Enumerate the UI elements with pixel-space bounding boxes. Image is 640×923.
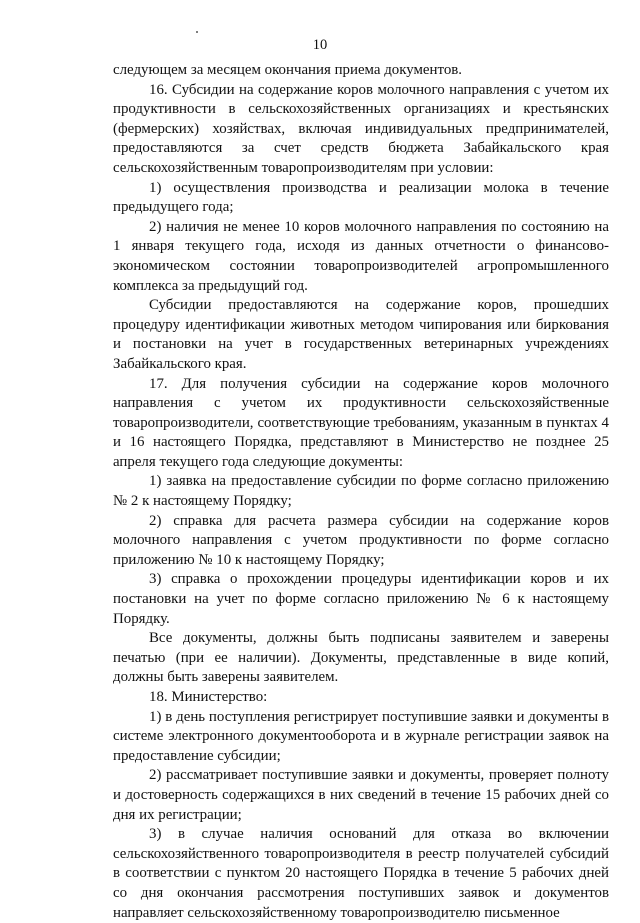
paragraph: 1) в день поступления регистрирует поступившие заявки и документы в системе электронного документооборота и в журнале регистрации заявок на предоставление субсидии; <box>113 708 609 764</box>
page-number: 10 <box>312 37 328 53</box>
paragraph: 3) в случае наличия оснований для отказа во включении сельскохозяйственного товаропроизводителя в реестр получателей субсидий в соответствии с пунктом 20 настоящего Порядка в течение 5 рабочих дней со дня окончания рассмотрения поступивших заявок и документов направляет сельскохозяйственному товаропроизводителю письменное <box>113 826 609 921</box>
paragraph: следующем за месяцем окончания приема документов. <box>113 62 463 78</box>
paragraph: 1) осуществления производства и реализации молока в течение предыдущего года; <box>113 179 609 216</box>
paragraph: 1) заявка на предоставление субсидии по форме согласно приложению № 2 к настоящему Порядку; <box>113 473 609 510</box>
paragraph: 3) справка о прохождении процедуры идентификации коров и их постановки на учет по форме согласно приложению № 6 к настоящему Порядку. <box>113 571 609 627</box>
paragraph: 18. Министерство: <box>149 689 268 705</box>
paragraph: Субсидии предоставляются на содержание коров, прошедших процедуру идентификации животных методом чипирования или биркования и постановки на учет в государственных ветеринарных учреждениях Забайкальского края. <box>113 297 609 372</box>
paragraph: 2) наличия не менее 10 коров молочного направления по состоянию на 1 января текущего года, исходя из данных отчетности о финансово-экономическом состоянии товаропроизводителей агропромышленного комплекса за предыдущий год. <box>113 218 609 294</box>
document-body <box>113 61 609 923</box>
paragraph: Все документы, должны быть подписаны заявителем и заверены печатью (при ее наличии). Документы, представленные в виде копий, должны быть заверены заявителем. <box>113 630 609 686</box>
paragraph: 2) рассматривает поступившие заявки и документы, проверяет полноту и достоверность содержащихся в них сведений в течение 15 рабочих дней со дня их регистрации; <box>113 767 609 823</box>
paragraph: 17. Для получения субсидии на содержание коров молочного направления с учетом их продуктивности сельскохозяйственные товаропроизводители, соответствующие требованиям, указанным в пунктах 4 и 16 настоящего Порядка, представляют в Министерство не позднее 25 апреля текущего года следующие документы: <box>113 375 609 470</box>
paragraph: 2) справка для расчета размера субсидии на содержание коров молочного направления с учетом продуктивности по форме согласно приложению № 10 к настоящему Порядку; <box>113 512 609 568</box>
scan-speck <box>196 31 198 33</box>
paragraph: 16. Субсидии на содержание коров молочного направления с учетом их продуктивности в сельскохозяйственных организациях и крестьянских (фермерских) хозяйствах, включая индивидуальных предпринимателей, предоставляются за счет средств бюджета Забайкальского края сельскохозяйственным товаропроизводителям при условии: <box>113 81 609 176</box>
